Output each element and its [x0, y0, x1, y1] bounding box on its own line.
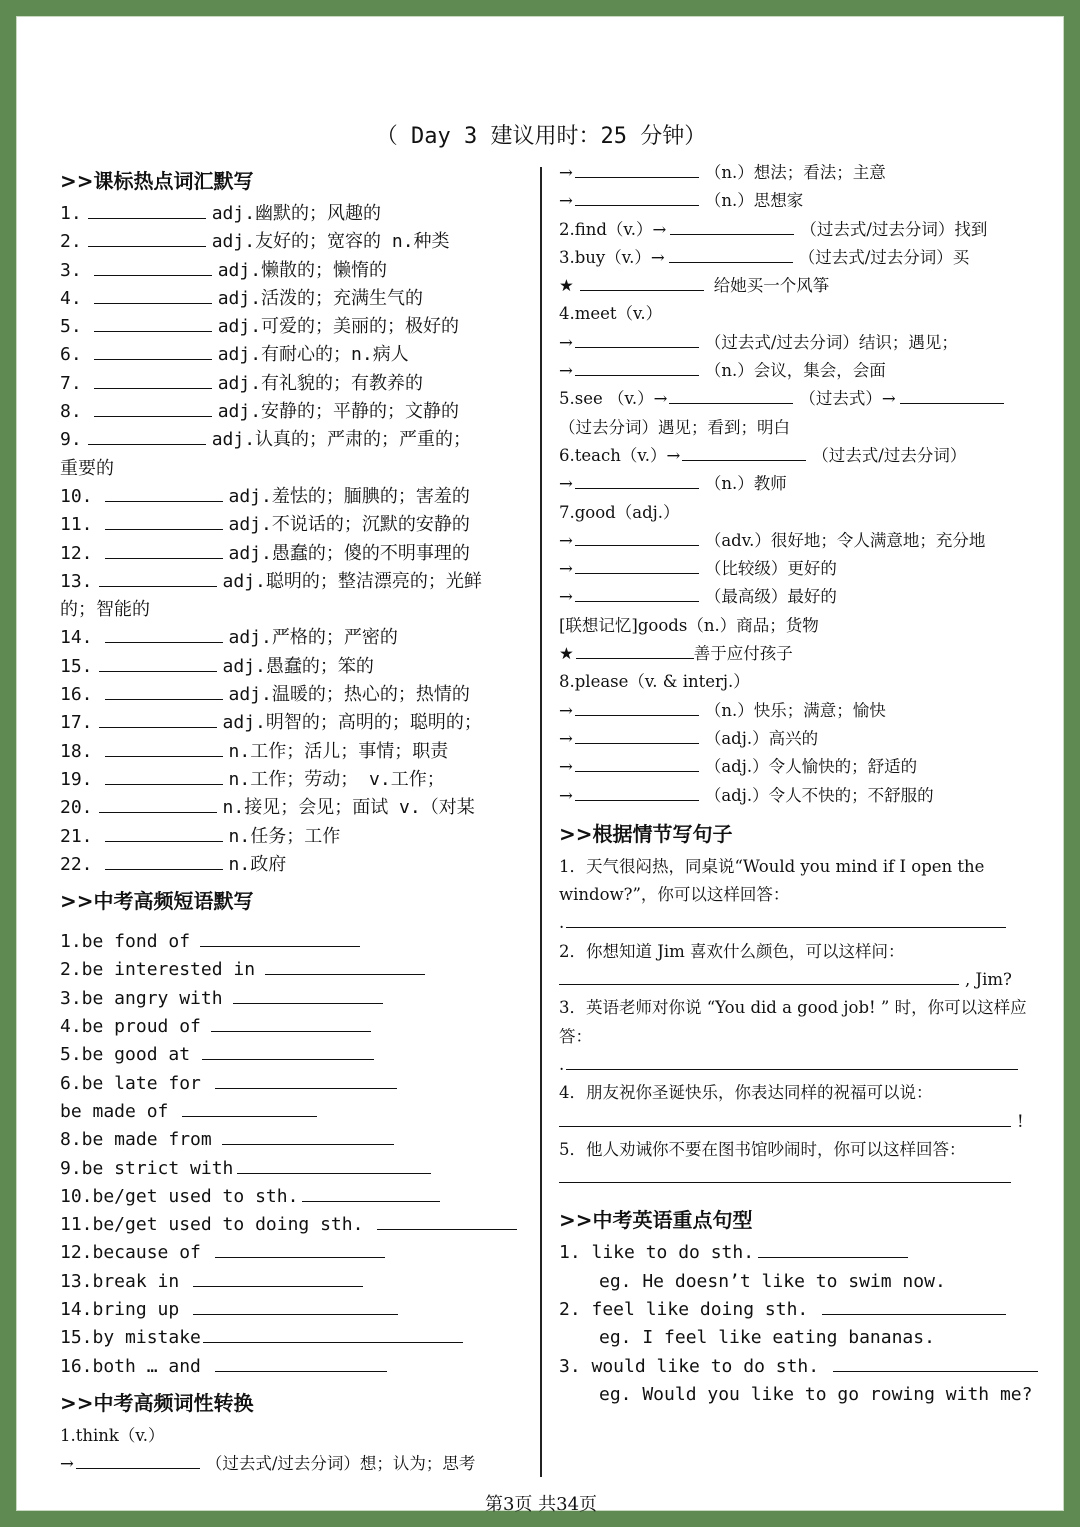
pattern-item: 2. feel like doing sth. — [559, 1296, 1049, 1324]
conversion-item: （过去分词）遇见；看到；明白 — [559, 417, 790, 437]
answer-blank[interactable] — [575, 472, 699, 489]
answer-blank[interactable] — [76, 1452, 200, 1469]
phrase-item: 2.be interested in — [60, 956, 530, 984]
answer-blank[interactable] — [105, 683, 223, 700]
vocab-item: 12. adj.愚蠢的；傻的不明事理的 — [60, 542, 470, 564]
vocab-item: 19. n.工作；劳动； v.工作； — [60, 768, 445, 790]
answer-blank[interactable] — [566, 911, 1006, 928]
answer-blank[interactable] — [237, 1157, 431, 1174]
answer-blank[interactable] — [265, 958, 425, 975]
conversion-item: → （adj.）令人不快的；不舒服的 — [559, 785, 934, 805]
vocab-item: 7. adj.有礼貌的；有教养的 — [60, 372, 424, 394]
vocab-item: 2. adj.友好的；宽容的 n.种类 — [60, 231, 450, 253]
conversion-item: → （n.）教师 — [559, 474, 787, 494]
answer-blank[interactable] — [99, 570, 217, 587]
answer-blank[interactable] — [94, 315, 212, 332]
pattern-example: eg. Would you like to go rowing with me? — [599, 1383, 1033, 1405]
section-heading-phrases: >>中考高频短语默写 — [60, 889, 254, 914]
conversion-item: → （n.）快乐；满意；愉快 — [559, 700, 886, 720]
phrase-item: 1.be fond of — [60, 928, 530, 956]
phrase-item: 4.be proud of — [60, 1013, 530, 1041]
phrase-item: 16.both … and — [60, 1353, 530, 1381]
answer-blank[interactable] — [822, 1298, 1006, 1315]
right-column — [559, 159, 1049, 1409]
answer-blank[interactable] — [105, 513, 223, 530]
vocab-item-continuation: 重要的 — [60, 457, 114, 479]
answer-blank[interactable] — [94, 343, 212, 360]
situation-answer-line: ! — [559, 1108, 1049, 1136]
vocab-item: 18. n.工作；活儿；事情；职责 — [60, 740, 449, 762]
answer-blank[interactable] — [575, 331, 699, 348]
answer-blank[interactable] — [670, 218, 794, 235]
conversion-item: → （adj.）高兴的 — [559, 728, 819, 748]
answer-blank[interactable] — [669, 387, 793, 404]
answer-blank[interactable] — [575, 699, 699, 716]
conversion-item: → （最高级）最好的 — [559, 587, 837, 607]
answer-blank[interactable] — [575, 189, 699, 206]
left-column — [60, 159, 530, 1478]
answer-blank[interactable] — [200, 930, 360, 947]
conversion-item: 6.teach（v.）→ （过去式/过去分词） — [559, 445, 967, 465]
phrase-item: 8.be made from — [60, 1126, 530, 1154]
vocab-item: 14. adj.严格的；严密的 — [60, 627, 398, 649]
phrase-item: 9.be strict with — [60, 1155, 530, 1183]
answer-blank[interactable] — [211, 1015, 371, 1032]
answer-blank[interactable] — [88, 230, 206, 247]
section-heading-vocab: >>课标热点词汇默写 — [60, 169, 254, 193]
pattern-example: eg. He doesn’t like to swim now. — [599, 1270, 946, 1292]
answer-blank[interactable] — [575, 529, 699, 546]
phrase-item: be made of — [60, 1098, 530, 1126]
section-heading-patterns: >>中考英语重点句型 — [559, 1208, 753, 1233]
vocab-item: 15. adj.愚蠢的；笨的 — [60, 655, 374, 677]
section-heading-situations: >>根据情节写句子 — [559, 821, 733, 846]
vocab-item: 16. adj.温暖的；热心的；热情的 — [60, 684, 470, 706]
answer-blank[interactable] — [202, 1043, 374, 1060]
answer-blank[interactable] — [105, 740, 223, 757]
vocab-item: 1. adj.幽默的；风趣的 — [60, 203, 382, 224]
star-icon: ★ — [559, 276, 574, 296]
vocab-item: 4. adj.活泼的；充满生气的 — [60, 287, 424, 309]
answer-blank[interactable] — [575, 585, 699, 602]
vocab-item: 6. adj.有耐心的；n.病人 — [60, 344, 409, 366]
conversion-item: → （adv.）很好地；令人满意地；充分地 — [559, 530, 986, 550]
worksheet-page — [16, 16, 1064, 1515]
answer-blank[interactable] — [215, 1355, 387, 1372]
answer-blank[interactable] — [105, 768, 223, 785]
answer-blank[interactable] — [566, 1053, 1018, 1070]
section-heading-word-forms: >>中考高频词性转换 — [60, 1390, 254, 1415]
conversion-item: ★ 善于应付孩子 — [559, 644, 793, 664]
phrase-item: 14.bring up — [60, 1296, 530, 1324]
vocab-item: 20. n.接见；会见；面试 v.（对某 — [60, 797, 475, 819]
phrase-item: 12.because of — [60, 1239, 530, 1267]
phrase-item: 6.be late for — [60, 1070, 530, 1098]
conversion-item: 1.think（v.） — [60, 1425, 165, 1445]
phrase-item: 11.be/get used to doing sth. — [60, 1211, 530, 1239]
situation-prompt: 2．你想知道 Jim 喜欢什么颜色，可以这样问： — [559, 941, 905, 961]
answer-blank[interactable] — [559, 1110, 1011, 1127]
conversion-item: 3.buy（v.）→ （过去式/过去分词）买 — [559, 247, 970, 267]
answer-blank[interactable] — [94, 372, 212, 389]
answer-blank[interactable] — [182, 1100, 317, 1117]
answer-blank[interactable] — [833, 1355, 1038, 1372]
conversion-item: → （adj.）令人愉快的；舒适的 — [559, 757, 918, 777]
answer-blank[interactable] — [222, 1128, 394, 1145]
vocab-item: 5. adj.可爱的；美丽的；极好的 — [60, 316, 460, 338]
answer-blank[interactable] — [575, 755, 699, 772]
page-title: （ Day 3 建议用时：25 分钟） — [375, 124, 707, 149]
pattern-example: eg. I feel like eating bananas. — [599, 1327, 935, 1349]
vocab-item: 3. adj.懒散的；懒惰的 — [60, 259, 388, 281]
answer-blank[interactable] — [99, 655, 217, 672]
conversion-item: → （过去式/过去分词）想；认为；思考 — [60, 1454, 476, 1474]
conversion-item: 2.find（v.）→ （过去式/过去分词）找到 — [559, 219, 988, 239]
phrase-item: 13.break in — [60, 1268, 530, 1296]
answer-blank[interactable] — [758, 1241, 908, 1258]
vocab-item: 8. adj.安静的；平静的；文静的 — [60, 401, 460, 423]
answer-blank[interactable] — [88, 202, 206, 219]
situation-answer-line: , Jim? — [559, 966, 1049, 994]
answer-blank[interactable] — [88, 428, 206, 445]
situation-prompt: 5．他人劝诫你不要在图书馆吵闹时，你可以这样回答： — [559, 1139, 966, 1159]
vocab-item: 17. adj.明智的；高明的；聪明的； — [60, 712, 482, 734]
situation-prompt: 3．英语老师对你说 “You did a good job! ” 时，你可以这样应答： — [559, 998, 1027, 1046]
answer-blank[interactable] — [105, 542, 223, 559]
conversion-item: 4.meet（v.） — [559, 304, 663, 324]
situation-answer-line: . — [559, 909, 1049, 937]
vocab-item: 13. adj.聪明的；整洁漂亮的；光鲜 — [60, 570, 482, 592]
vocab-item: 9. adj.认真的；严肃的；严重的； — [60, 429, 472, 451]
column-divider — [540, 167, 542, 1477]
phrase-item: 5.be good at — [60, 1041, 530, 1069]
answer-blank[interactable] — [575, 161, 699, 178]
conversion-item: 8.please（v. & interj.） — [559, 672, 750, 692]
conversion-item: → （过去式/过去分词）结识；遇见； — [559, 332, 958, 352]
answer-blank[interactable] — [580, 274, 704, 291]
answer-blank[interactable] — [576, 642, 694, 659]
answer-blank[interactable] — [94, 259, 212, 276]
conversion-item: 7.good（adj.） — [559, 502, 680, 522]
answer-blank[interactable] — [203, 1326, 463, 1343]
answer-blank[interactable] — [377, 1213, 517, 1230]
phrase-item: 15.by mistake — [60, 1324, 530, 1352]
vocab-item: 21. n.任务；工作 — [60, 825, 341, 847]
answer-blank[interactable] — [302, 1185, 440, 1202]
situation-prompt: 4．朋友祝你圣诞快乐，你表达同样的祝福可以说： — [559, 1083, 933, 1103]
answer-blank[interactable] — [215, 1241, 385, 1258]
pattern-item: 3. would like to do sth. — [559, 1353, 1049, 1381]
answer-blank[interactable] — [669, 246, 793, 263]
answer-blank[interactable] — [233, 987, 383, 1004]
conversion-item: 5.see （v.）→ （过去式）→ — [559, 385, 1049, 413]
answer-blank[interactable] — [215, 1072, 397, 1089]
answer-blank[interactable] — [193, 1298, 398, 1315]
vocab-item: 10. adj.羞怯的；腼腆的；害羞的 — [60, 485, 470, 507]
pattern-item: 1. like to do sth. — [559, 1239, 1049, 1267]
conversion-item: → （比较级）更好的 — [559, 559, 837, 579]
vocab-item: 22. n.政府 — [60, 853, 287, 875]
answer-blank[interactable] — [105, 853, 223, 870]
answer-blank[interactable] — [900, 387, 1004, 404]
conversion-item: → （n.）想法；看法；主意 — [559, 163, 886, 182]
page-number: 第3页 共34页 — [484, 1494, 598, 1515]
answer-blank[interactable] — [94, 287, 212, 304]
star-icon: ★ — [559, 644, 574, 664]
situation-answer-line — [559, 1164, 1049, 1192]
answer-blank[interactable] — [682, 444, 806, 461]
situation-answer-line: . — [559, 1051, 1049, 1079]
conversion-item: ★ 给她买一个风筝 — [559, 276, 830, 296]
vocab-item: 11. adj.不说话的；沉默的安静的 — [60, 514, 470, 536]
answer-blank[interactable] — [559, 1166, 1011, 1183]
answer-blank[interactable] — [575, 784, 699, 801]
vocab-item-continuation: 的；智能的 — [60, 599, 150, 621]
answer-blank[interactable] — [105, 626, 223, 643]
phrase-item: 10.be/get used to sth. — [60, 1183, 530, 1211]
phrase-item: 3.be angry with — [60, 985, 530, 1013]
answer-blank[interactable] — [94, 400, 212, 417]
answer-blank[interactable] — [559, 968, 959, 985]
conversion-item: → （n.）思想家 — [559, 191, 804, 211]
answer-blank[interactable] — [105, 825, 223, 842]
conversion-item: [联想记忆]goods（n.）商品；货物 — [559, 615, 819, 635]
answer-blank[interactable] — [99, 711, 217, 728]
answer-blank[interactable] — [575, 727, 699, 744]
conversion-item: → （n.）会议，集会，会面 — [559, 361, 886, 381]
answer-blank[interactable] — [575, 359, 699, 376]
answer-blank[interactable] — [99, 796, 217, 813]
answer-blank[interactable] — [575, 557, 699, 574]
answer-blank[interactable] — [193, 1270, 363, 1287]
situation-prompt: 1．天气很闷热，同桌说“Would you mind if I open the window?”，你可以这样回答： — [559, 856, 985, 905]
answer-blank[interactable] — [105, 485, 223, 502]
